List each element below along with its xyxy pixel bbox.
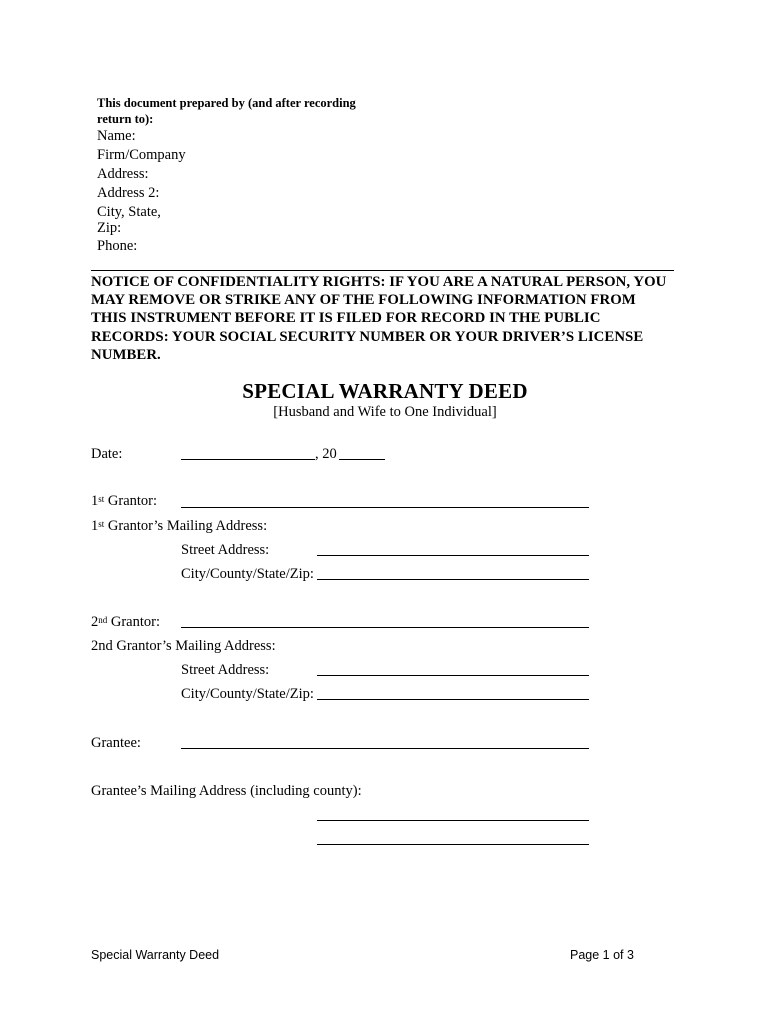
- grantor1-street-label: Street Address:: [181, 542, 270, 558]
- grantor2-city-field[interactable]: [317, 699, 589, 700]
- grantee-field[interactable]: [181, 748, 589, 749]
- date-field[interactable]: [181, 459, 315, 460]
- preparer-address2-label: Address 2:: [97, 185, 160, 201]
- preparer-heading: This document prepared by (and after recording return to):: [97, 96, 356, 126]
- preparer-firm-label: Firm/Company: [97, 147, 186, 163]
- notice-divider: [91, 270, 674, 271]
- grantor1-city-field[interactable]: [317, 579, 589, 580]
- grantor2-ordinal-suffix: nd: [98, 615, 108, 625]
- grantor2-address-label: 2nd Grantor’s Mailing Address:: [91, 638, 276, 654]
- grantor2-street-field[interactable]: [317, 675, 589, 676]
- grantee-address-label: Grantee’s Mailing Address (including county):: [91, 783, 362, 799]
- footer-title: Special Warranty Deed: [91, 948, 220, 962]
- preparer-phone-label: Phone:: [97, 238, 138, 254]
- grantor1-ordinal: 1: [91, 493, 99, 509]
- grantor1-label-text: Grantor:: [104, 493, 158, 509]
- date-label: Date:: [91, 446, 123, 462]
- grantor2-ordinal: 2: [91, 614, 99, 630]
- grantor1-ordinal-suffix: st: [98, 494, 105, 504]
- document-title: SPECIAL WARRANTY DEED: [242, 379, 528, 403]
- document-subtitle: [Husband and Wife to One Individual]: [273, 404, 497, 420]
- grantee-label: Grantee:: [91, 735, 141, 751]
- grantor1-address-ordinal: 1: [91, 518, 99, 534]
- grantee-address-field-1[interactable]: [317, 820, 589, 821]
- grantee-address-field-2[interactable]: [317, 844, 589, 845]
- grantor1-city-label: City/County/State/Zip:: [181, 566, 314, 582]
- preparer-address-label: Address:: [97, 166, 149, 182]
- grantor2-label: [91, 613, 160, 631]
- page-number: Page 1 of 3: [570, 948, 634, 962]
- grantor2-label-text: Grantor:: [107, 614, 160, 630]
- date-year-field[interactable]: [339, 459, 385, 460]
- grantor1-label: [91, 492, 157, 510]
- preparer-zip-label: Zip:: [97, 220, 122, 236]
- grantor1-address-label: [91, 517, 267, 535]
- grantor1-address-ordinal-suffix: st: [98, 519, 105, 529]
- grantor2-street-label: Street Address:: [181, 662, 270, 678]
- date-year-prefix: , 20: [315, 446, 337, 462]
- grantor2-city-label: City/County/State/Zip:: [181, 686, 314, 702]
- grantor1-street-field[interactable]: [317, 555, 589, 556]
- grantor1-field[interactable]: [181, 507, 589, 508]
- grantor1-address-label-text: Grantor’s Mailing Address:: [104, 518, 268, 534]
- confidentiality-notice: NOTICE OF CONFIDENTIALITY RIGHTS: IF YOU ARE A NATURAL PERSON, YOU MAY REMOVE OR STRIKE ANY OF THE FOLLOWING INFORMATION FROM THIS INSTRUMENT BEFORE IT IS FILED FOR RECORD IN THE PUBLIC RECORDS: YOUR SOCIAL SECURITY NUMBER OR YOUR DRIVER’S LICENSE NUMBER.: [91, 274, 667, 363]
- preparer-name-label: Name:: [97, 128, 136, 144]
- preparer-city-label: City, State,: [97, 204, 161, 220]
- grantor2-field[interactable]: [181, 627, 589, 628]
